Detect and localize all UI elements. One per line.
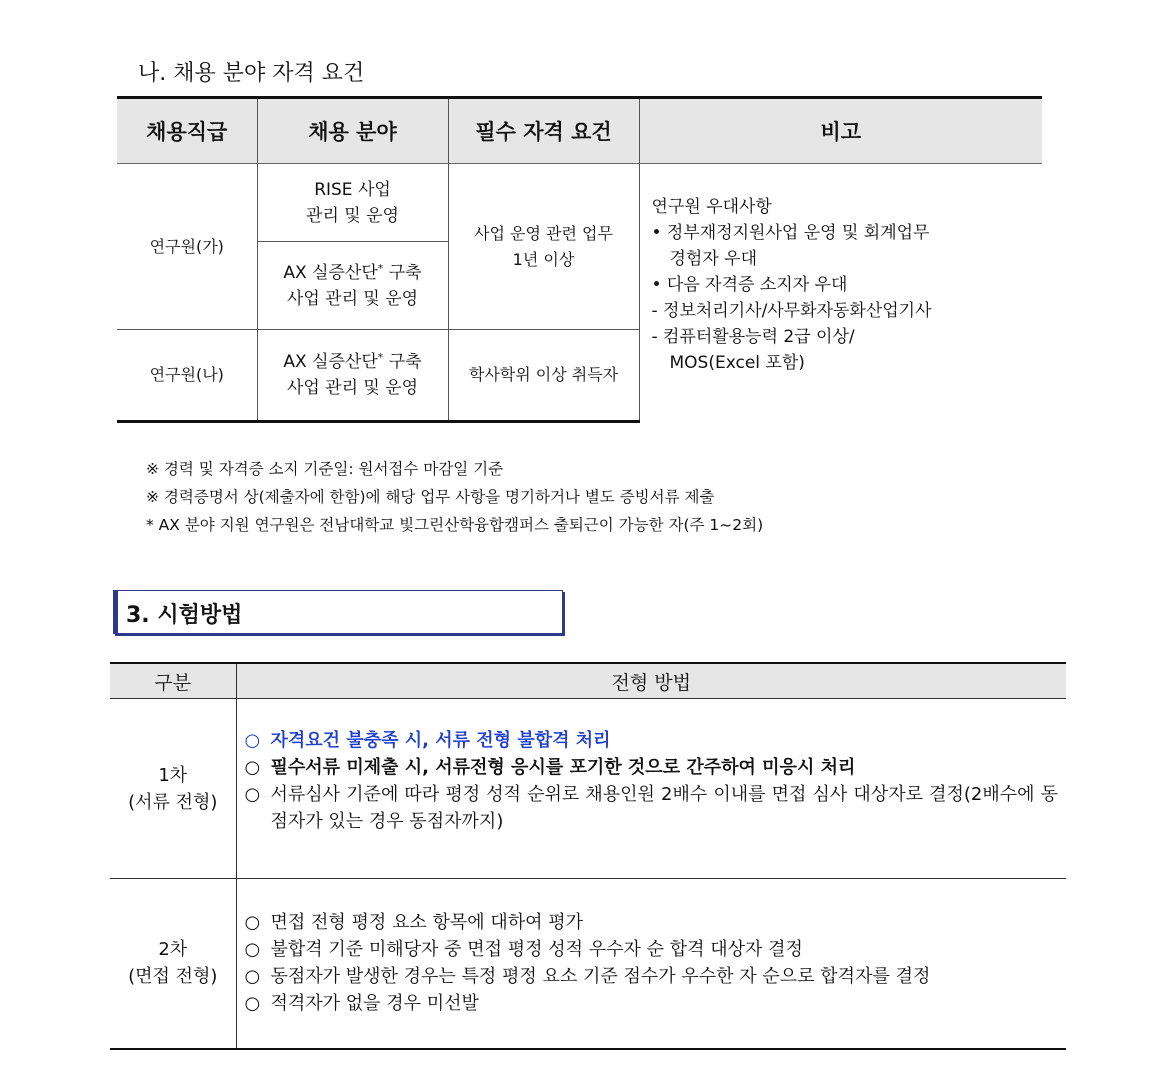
list-item — [245, 990, 1059, 1017]
field-ax-line2: 사업 관리 및 운영 — [286, 288, 419, 309]
footnote: * AX 분야 지원 연구원은 전남대학교 빛그린산학융합캠퍼스 출퇴근이 가능한 자(주 1~2회) — [146, 516, 764, 534]
header-category: 구분 — [110, 663, 236, 699]
footnote: ※ 경력증명서 상(제출자에 한함)에 해당 업무 사항을 명기하거나 별도 증빙서류 제출 — [146, 488, 715, 506]
circle-bullet-icon: ○ — [244, 993, 261, 1015]
note-line: - 정보처리기사/사무화자동화산업기사 — [651, 301, 932, 321]
method-text: 적격자가 없을 경우 미선발 — [270, 993, 479, 1015]
section-3-title: 3. 시험방법 — [126, 603, 243, 628]
note-line: MOS(Excel 포함) — [669, 353, 805, 373]
section-title-qualifications: 나. 채용 분야 자격 요건 — [138, 61, 365, 86]
exam-method-table — [110, 662, 1066, 1050]
list-item — [245, 754, 1059, 781]
stage-2-sub: (면접 전형) — [128, 966, 218, 988]
rank-b: 연구원(나) — [117, 330, 257, 422]
field-rise-line1: RISE 사업 — [314, 179, 391, 200]
circle-bullet-icon: ○ — [244, 939, 261, 961]
note-line: • 다음 자격증 소지자 우대 — [651, 275, 848, 295]
header-method: 전형 방법 — [236, 663, 1066, 699]
note-line: • 정부재정지원사업 운영 및 회계업무 — [651, 223, 930, 243]
heading-accent-bar — [114, 591, 118, 633]
rank-a: 연구원(가) — [117, 164, 257, 330]
stage-2-label: 2차 — [158, 939, 188, 961]
field-ax-line1 — [258, 349, 448, 375]
footnote-mark: * — [377, 351, 384, 364]
method-text: 필수서류 미제출 시, 서류전형 응시를 포기한 것으로 간주하여 미응시 처리 — [270, 757, 856, 778]
table-header-row — [110, 663, 1066, 699]
circle-bullet-icon: ○ — [244, 966, 261, 988]
stage-1-methods — [236, 699, 1066, 879]
field-ax-text2: 구축 — [388, 262, 422, 283]
circle-bullet-icon: ○ — [244, 784, 261, 805]
header-remarks: 비고 — [639, 98, 1042, 164]
requirement-a-line1: 사업 운영 관련 업무 — [474, 223, 613, 243]
footnote-mark: * — [377, 261, 384, 275]
table-row — [110, 699, 1066, 879]
note-line: 연구원 우대사항 — [651, 197, 772, 217]
stage-1-sub: (서류 전형) — [128, 791, 218, 813]
method-text: 서류심사 기준에 따라 평정 성적 순위로 채용인원 2배수 이내를 면접 심사 대상자로 결정(2배수에 동점자가 있는 경우 동점자까지) — [270, 784, 1058, 832]
stage-1 — [110, 699, 236, 879]
field-ax-b — [257, 330, 448, 422]
table-header-row — [117, 98, 1042, 164]
footnote: ※ 경력 및 자격증 소지 기준일: 원서접수 마감일 기준 — [146, 460, 504, 478]
footnotes — [146, 455, 763, 539]
field-rise-line2: 관리 및 운영 — [306, 205, 399, 226]
field-rise — [257, 164, 448, 242]
circle-bullet-icon: ○ — [244, 757, 261, 778]
list-item — [245, 963, 1059, 990]
section-3-heading — [113, 590, 563, 634]
circle-bullet-icon: ○ — [244, 912, 261, 934]
field-ax-text: AX 실증산단 — [283, 262, 378, 283]
field-ax-line1 — [258, 260, 448, 286]
list-item — [245, 909, 1059, 936]
list-item — [245, 781, 1059, 835]
method-text: 면접 전형 평정 요소 항목에 대하여 평가 — [270, 912, 584, 934]
header-field: 채용 분야 — [257, 98, 448, 164]
circle-bullet-icon: ○ — [244, 730, 261, 751]
stage-1-label: 1차 — [158, 764, 188, 786]
requirement-a-line2: 1년 이상 — [512, 249, 575, 269]
method-text: 불합격 기준 미해당자 중 면접 평정 성적 우수자 순 합격 대상자 결정 — [270, 939, 803, 961]
table-row — [117, 164, 1042, 242]
list-item — [245, 727, 1059, 754]
stage-2-methods — [236, 879, 1066, 1049]
requirement-a — [448, 164, 639, 330]
remarks-cell — [639, 164, 1042, 422]
field-ax-text: AX 실증산단 — [283, 352, 378, 372]
field-ax-line2: 사업 관리 및 운영 — [286, 378, 419, 398]
table-row — [110, 879, 1066, 1049]
header-rank: 채용직급 — [117, 98, 257, 164]
list-item — [245, 936, 1059, 963]
stage-2 — [110, 879, 236, 1049]
note-line: 경험자 우대 — [669, 249, 758, 269]
header-requirement: 필수 자격 요건 — [448, 98, 639, 164]
qualifications-table — [117, 96, 1042, 423]
method-text: 동점자가 발생한 경우는 특정 평정 요소 기준 점수가 우수한 자 순으로 합격자를 결정 — [270, 966, 931, 988]
requirement-b: 학사학위 이상 취득자 — [448, 330, 639, 422]
field-ax-a — [257, 242, 448, 330]
method-text: 자격요건 불충족 시, 서류 전형 불합격 처리 — [270, 730, 611, 751]
field-ax-text2: 구축 — [388, 352, 422, 372]
note-line: - 컴퓨터활용능력 2급 이상/ — [651, 327, 855, 347]
